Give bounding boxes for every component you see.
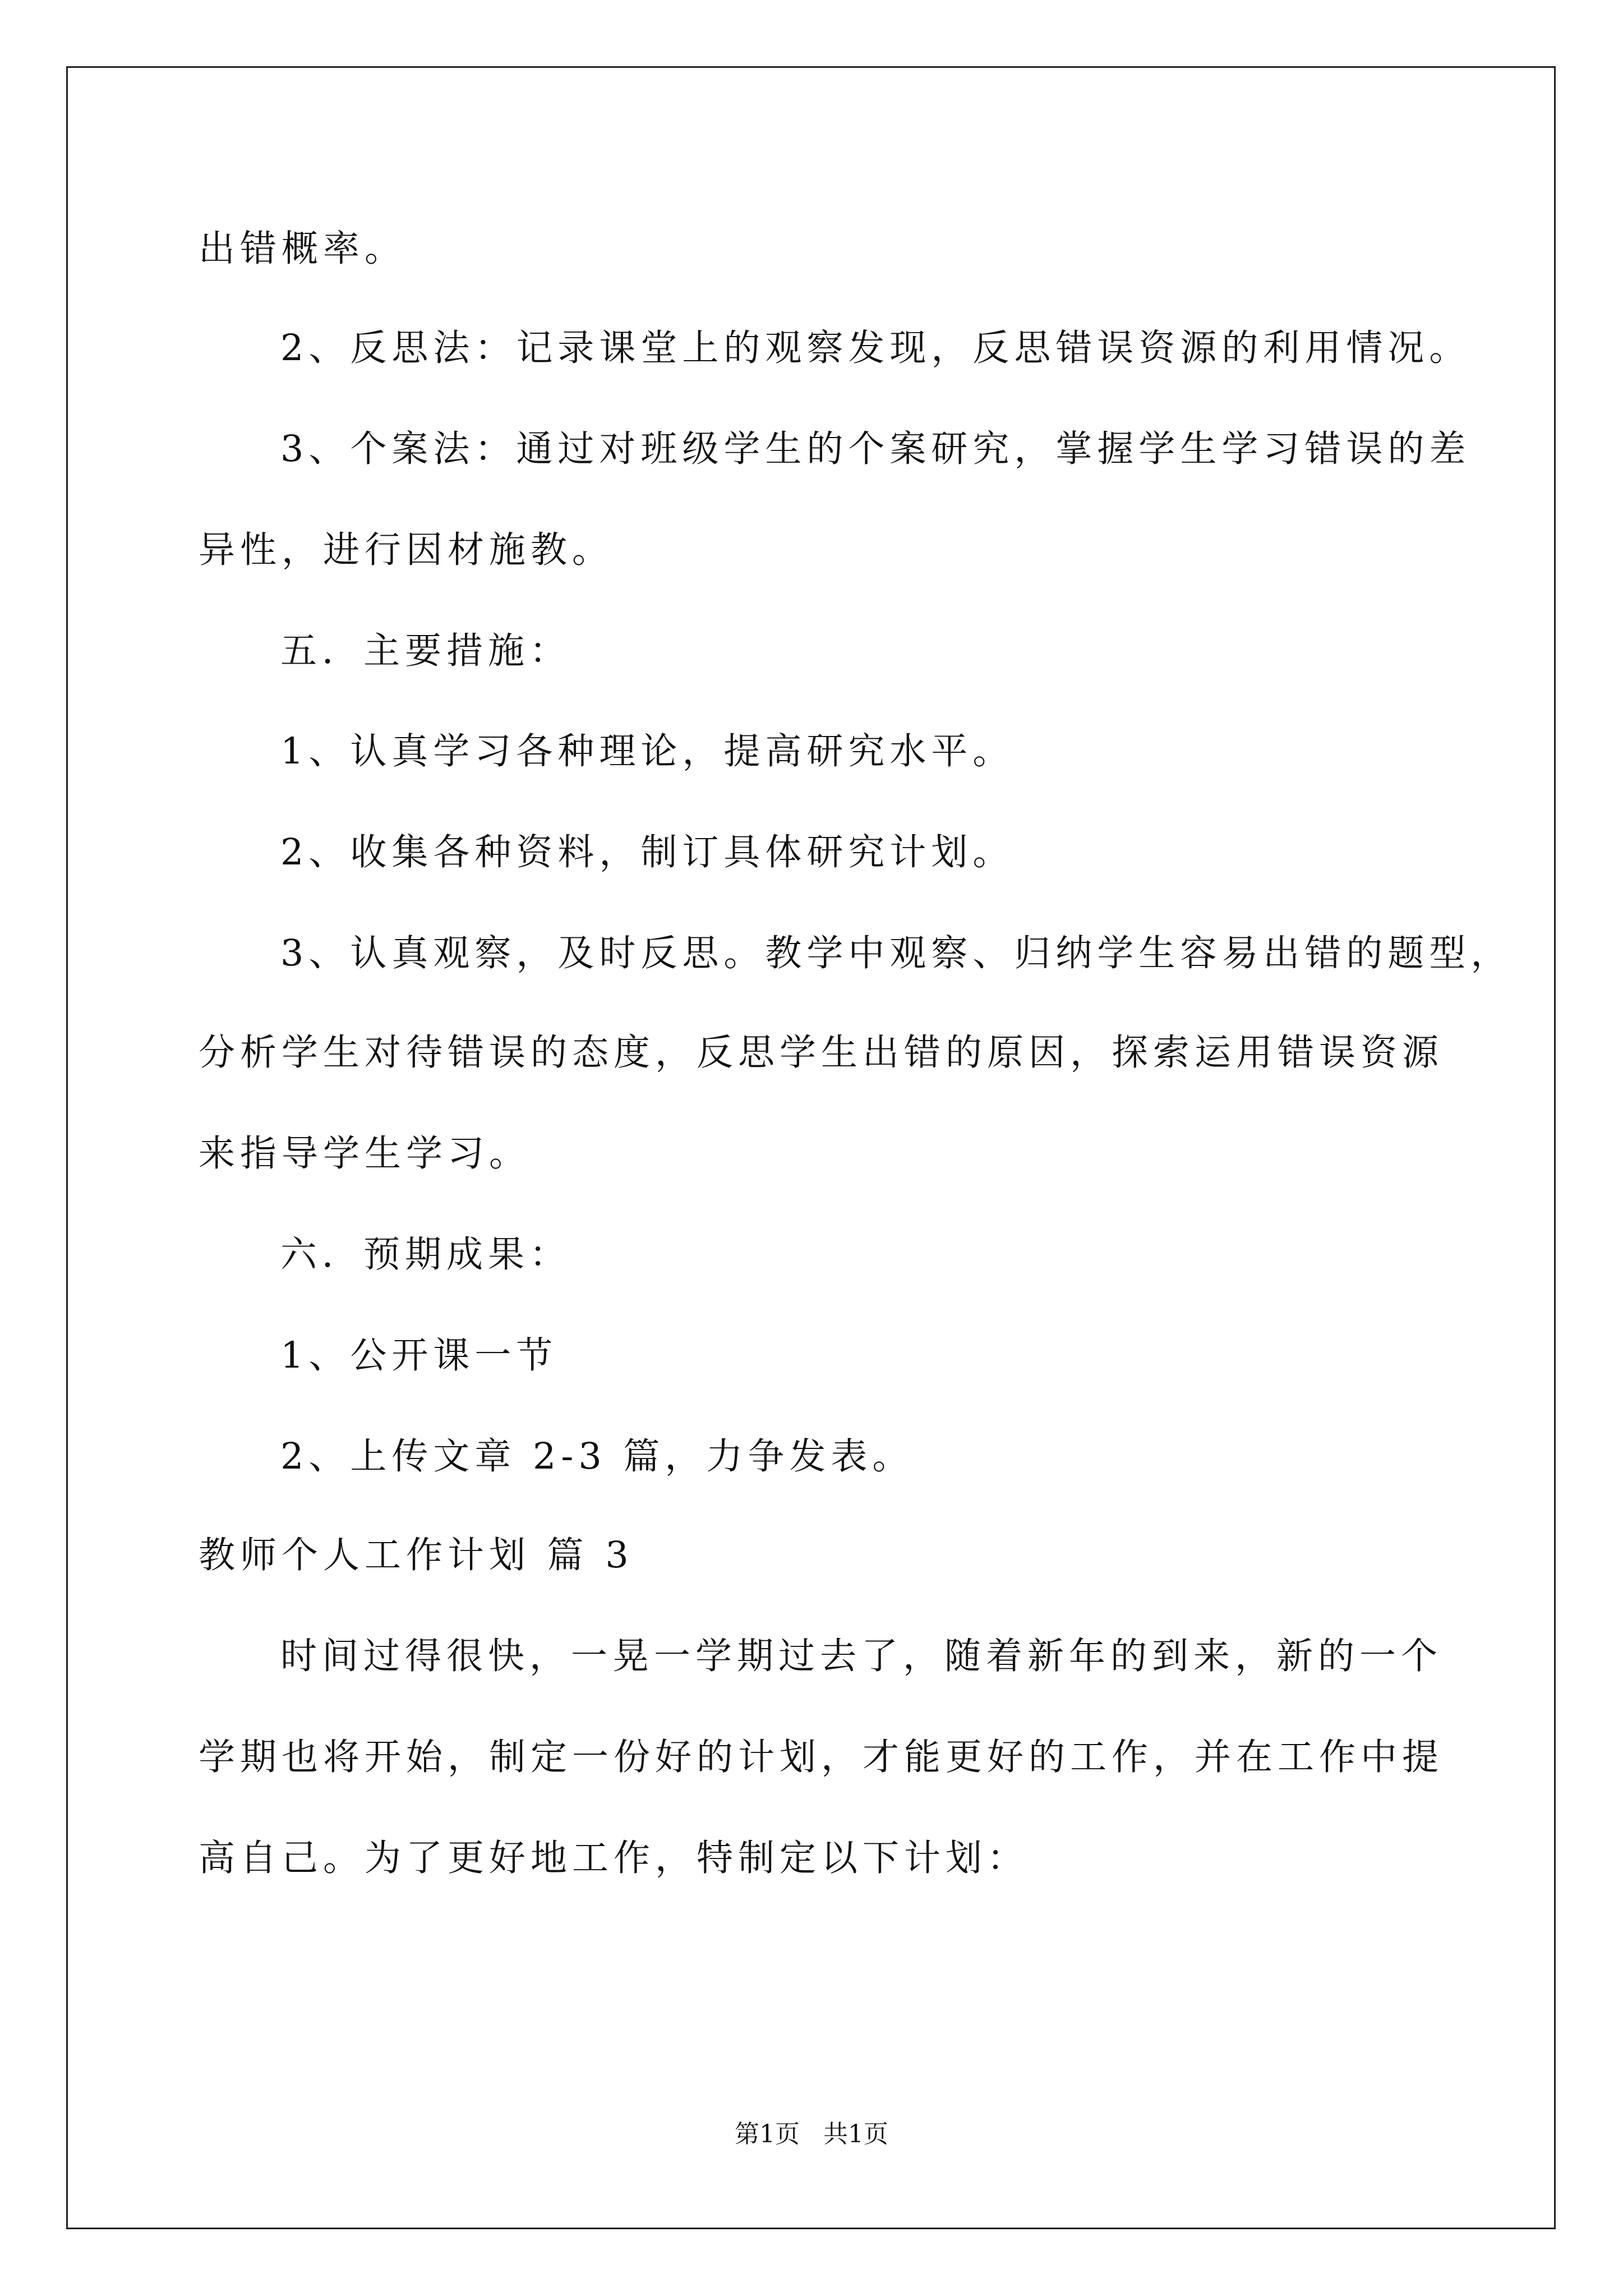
text-line: 出错概率。 <box>199 228 407 270</box>
section-heading: 六．预期成果： <box>280 1234 571 1276</box>
text-line: 1、认真学习各种理论，提高研究水平。 <box>280 730 1015 772</box>
text-line: 1、公开课一节 <box>280 1335 558 1377</box>
text-line: 2、反思法：记录课堂上的观察发现，反思错误资源的利用情况。 <box>280 327 1471 369</box>
text-line: 时间过得很快，一晃一学期过去了，随着新年的到来，新的一个 <box>280 1635 1443 1677</box>
text-line: 来指导学生学习。 <box>199 1133 531 1175</box>
text-line: 3、个案法：通过对班级学生的个案研究，掌握学生学习错误的差 <box>280 428 1471 470</box>
page-footer: 第1页 共1页 <box>735 2120 888 2148</box>
text-line: 异性，进行因材施教。 <box>199 529 614 571</box>
text-line: 3、认真观察，及时反思。教学中观察、归纳学生容易出错的题型， <box>280 932 1513 974</box>
text-line: 2、上传文章 2-3 篇，力争发表。 <box>280 1435 914 1478</box>
text-line: 学期也将开始，制定一份好的计划，才能更好的工作，并在工作中提 <box>199 1736 1444 1778</box>
article-title: 教师个人工作计划 篇 3 <box>199 1534 634 1576</box>
text-line: 2、收集各种资料，制订具体研究计划。 <box>280 831 1015 873</box>
text-line: 高自己。为了更好地工作，特制定以下计划： <box>199 1837 1029 1879</box>
section-heading: 五．主要措施： <box>280 630 571 672</box>
text-line: 分析学生对待错误的态度，反思学生出错的原因，探索运用错误资源 <box>199 1032 1444 1074</box>
